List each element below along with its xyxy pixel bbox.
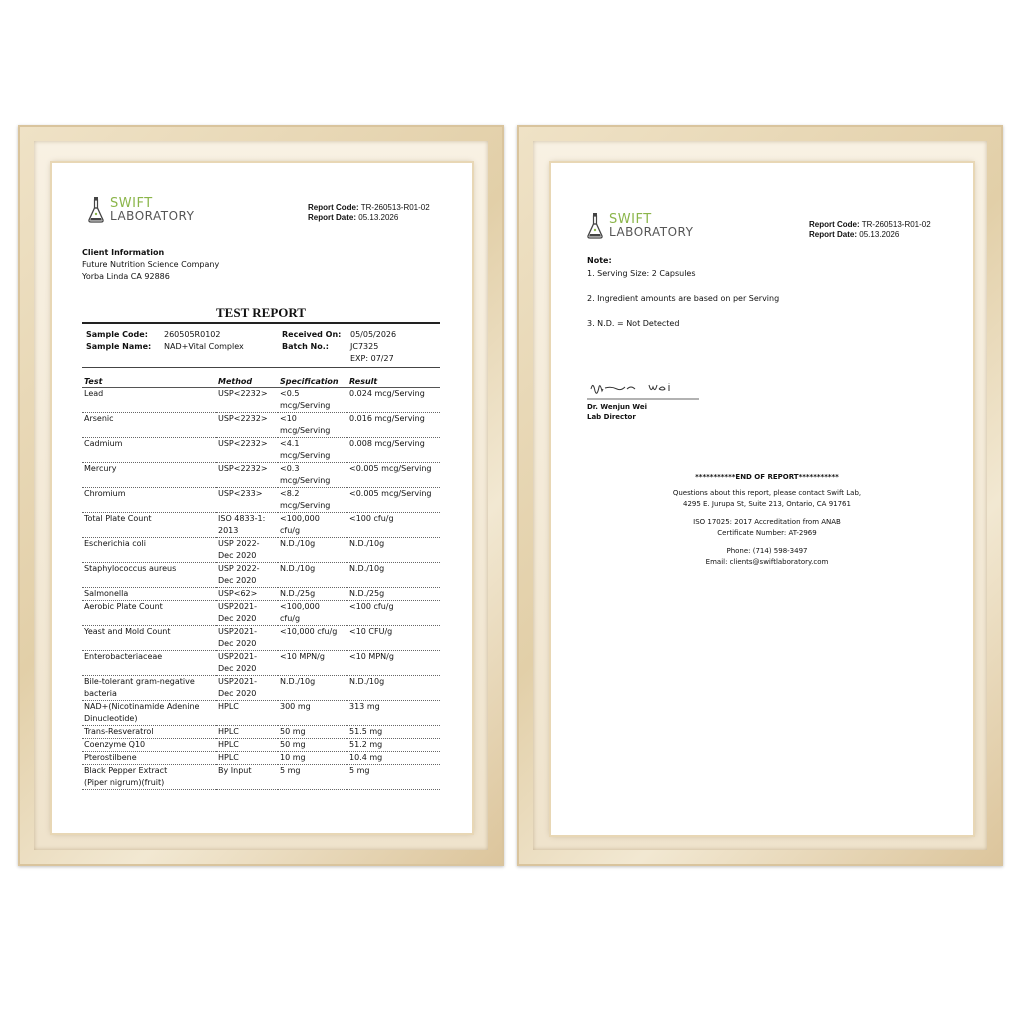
header-method: Method — [216, 375, 278, 388]
table-row — [82, 463, 440, 488]
client-heading: Client Information — [82, 248, 165, 257]
client-line2: Yorba Linda CA 92886 — [82, 272, 170, 281]
method-cell: HPLC — [216, 726, 278, 739]
result-cell: <100 cfu/g — [347, 601, 440, 626]
method-cell: USP<2232> — [216, 438, 278, 463]
test-cell: Arsenic — [82, 413, 216, 438]
method-cell: HPLC — [216, 752, 278, 765]
left-report-meta — [308, 203, 430, 223]
test-cell: Lead — [82, 388, 216, 413]
contact-line-2: 4295 E. Jurupa St, Suite 213, Ontario, CA 91761 — [683, 500, 851, 508]
right-logo — [587, 213, 693, 239]
specification-cell: 10 mg — [278, 752, 347, 765]
test-cell: Black Pepper Extract (Piper nigrum)(fruit) — [82, 765, 216, 790]
flask-icon — [88, 197, 104, 223]
received-date: 05/05/2026 — [350, 330, 397, 339]
table-header-row — [82, 375, 440, 388]
method-cell: USP 2022- Dec 2020 — [216, 538, 278, 563]
result-cell: <10 MPN/g — [347, 651, 440, 676]
note-item-1: 1. Serving Size: 2 Capsules — [587, 269, 696, 278]
result-cell: 0.024 mcg/Serving — [347, 388, 440, 413]
specification-cell: <0.3 mcg/Serving — [278, 463, 347, 488]
specification-cell: <100,000 cfu/g — [278, 601, 347, 626]
result-cell: 5 mg — [347, 765, 440, 790]
test-cell: Yeast and Mold Count — [82, 626, 216, 651]
test-cell: Staphylococcus aureus — [82, 563, 216, 588]
result-cell: 313 mg — [347, 701, 440, 726]
test-cell: Enterobacteriaceae — [82, 651, 216, 676]
title-rule — [82, 322, 440, 324]
method-cell: USP<2232> — [216, 463, 278, 488]
report-footer — [647, 472, 887, 568]
report-date-label: Report Date: — [308, 213, 357, 222]
result-cell: 51.2 mg — [347, 739, 440, 752]
table-row — [82, 765, 440, 790]
method-cell: USP 2022- Dec 2020 — [216, 563, 278, 588]
note-item-2: 2. Ingredient amounts are based on per Serving — [587, 294, 780, 303]
specification-cell: N.D./10g — [278, 676, 347, 701]
sample-code: 260505R0102 — [164, 330, 221, 339]
header-test: Test — [82, 375, 216, 388]
method-cell: USP2021- Dec 2020 — [216, 626, 278, 651]
specification-cell: <100,000 cfu/g — [278, 513, 347, 538]
signer-title: Lab Director — [587, 413, 636, 421]
note-heading: Note: — [587, 256, 612, 265]
test-cell: Pterostilbene — [82, 752, 216, 765]
sample-block — [86, 329, 440, 365]
method-cell: USP<2232> — [216, 388, 278, 413]
email-address: Email: clients@swiftlaboratory.com — [705, 558, 829, 566]
method-cell: USP<233> — [216, 488, 278, 513]
table-row — [82, 438, 440, 463]
test-cell: Chromium — [82, 488, 216, 513]
table-row — [82, 538, 440, 563]
test-cell: Total Plate Count — [82, 513, 216, 538]
contact-line-1: Questions about this report, please contact Swift Lab, — [672, 489, 862, 497]
sample-code-label: Sample Code: — [86, 330, 148, 339]
method-cell: USP<62> — [216, 588, 278, 601]
client-info — [82, 247, 219, 283]
signer-name: Dr. Wenjun Wei — [587, 403, 647, 411]
result-cell: N.D./10g — [347, 676, 440, 701]
expiration: EXP: 07/27 — [350, 354, 394, 363]
result-cell: <0.005 mcg/Serving — [347, 463, 440, 488]
left-logo — [88, 197, 194, 223]
specification-cell: 50 mg — [278, 726, 347, 739]
specification-cell: 300 mg — [278, 701, 347, 726]
method-cell: USP2021- Dec 2020 — [216, 676, 278, 701]
report-date: 05.13.2026 — [859, 230, 900, 239]
sample-name-label: Sample Name: — [86, 342, 152, 351]
phone-number: Phone: (714) 598-3497 — [726, 547, 808, 555]
right-document — [551, 163, 973, 835]
specification-cell: 50 mg — [278, 739, 347, 752]
specification-cell: N.D./10g — [278, 563, 347, 588]
sample-rule — [82, 367, 440, 368]
end-of-report: ***********END OF REPORT*********** — [695, 473, 839, 481]
method-cell: USP<2232> — [216, 413, 278, 438]
result-cell: N.D./10g — [347, 538, 440, 563]
report-code: TR-260513-R01-02 — [360, 203, 430, 212]
header-result: Result — [347, 375, 440, 388]
result-cell: N.D./10g — [347, 563, 440, 588]
test-cell: Escherichia coli — [82, 538, 216, 563]
method-cell: By Input — [216, 765, 278, 790]
specification-cell: <10,000 cfu/g — [278, 626, 347, 651]
certificate-number: Certificate Number: AT-2969 — [717, 529, 817, 537]
test-cell: NAD+(Nicotinamide Adenine Dinucleotide) — [82, 701, 216, 726]
method-cell: ISO 4833-1: 2013 — [216, 513, 278, 538]
right-frame — [517, 125, 1003, 866]
table-row — [82, 413, 440, 438]
client-line1: Future Nutrition Science Company — [82, 260, 220, 269]
specification-cell: <10 MPN/g — [278, 651, 347, 676]
specification-cell: <8.2 mcg/Serving — [278, 488, 347, 513]
note-item-3: 3. N.D. = Not Detected — [587, 319, 680, 328]
report-code-label: Report Code: — [308, 203, 359, 212]
report-code: TR-260513-R01-02 — [861, 220, 931, 229]
result-cell: 0.008 mcg/Serving — [347, 438, 440, 463]
logo-laboratory-text: LABORATORY — [110, 209, 195, 223]
result-cell: <0.005 mcg/Serving — [347, 488, 440, 513]
batch-number: JC7325 — [350, 342, 379, 351]
table-row — [82, 739, 440, 752]
table-row — [82, 676, 440, 701]
table-row — [82, 388, 440, 413]
method-cell: USP2021- Dec 2020 — [216, 601, 278, 626]
specification-cell: N.D./25g — [278, 588, 347, 601]
result-cell: <10 CFU/g — [347, 626, 440, 651]
test-cell: Coenzyme Q10 — [82, 739, 216, 752]
result-cell: 10.4 mg — [347, 752, 440, 765]
left-frame — [18, 125, 504, 866]
left-document — [52, 163, 472, 833]
specification-cell: <10 mcg/Serving — [278, 413, 347, 438]
specification-cell: N.D./10g — [278, 538, 347, 563]
report-code-label: Report Code: — [809, 220, 860, 229]
accreditation-line: ISO 17025: 2017 Accreditation from ANAB — [693, 518, 841, 526]
table-row — [82, 626, 440, 651]
test-cell: Salmonella — [82, 588, 216, 601]
specification-cell: 5 mg — [278, 765, 347, 790]
method-cell: USP2021- Dec 2020 — [216, 651, 278, 676]
results-body — [82, 388, 440, 790]
table-row — [82, 701, 440, 726]
results-table — [82, 375, 440, 790]
test-cell: Cadmium — [82, 438, 216, 463]
result-cell: 0.016 mcg/Serving — [347, 413, 440, 438]
table-row — [82, 651, 440, 676]
table-row — [82, 752, 440, 765]
table-row — [82, 563, 440, 588]
logo-swift-text: SWIFT — [609, 212, 652, 227]
table-row — [82, 513, 440, 538]
table-row — [82, 726, 440, 739]
table-row — [82, 601, 440, 626]
table-row — [82, 488, 440, 513]
page-title: TEST REPORT — [216, 305, 306, 320]
test-cell: Trans-Resveratrol — [82, 726, 216, 739]
method-cell: HPLC — [216, 739, 278, 752]
method-cell: HPLC — [216, 701, 278, 726]
flask-icon — [587, 213, 603, 239]
table-row — [82, 588, 440, 601]
logo-swift-text: SWIFT — [110, 196, 153, 211]
received-label: Received On: — [282, 330, 342, 339]
sample-name: NAD+Vital Complex — [164, 342, 244, 351]
report-date-label: Report Date: — [809, 230, 858, 239]
right-report-meta — [809, 220, 931, 240]
result-cell: N.D./25g — [347, 588, 440, 601]
header-specification: Specification — [278, 375, 347, 388]
test-cell: Aerobic Plate Count — [82, 601, 216, 626]
specification-cell: <0.5 mcg/Serving — [278, 388, 347, 413]
batch-label: Batch No.: — [282, 342, 329, 351]
signature-image — [587, 377, 699, 401]
specification-cell: <4.1 mcg/Serving — [278, 438, 347, 463]
result-cell: 51.5 mg — [347, 726, 440, 739]
result-cell: <100 cfu/g — [347, 513, 440, 538]
report-date: 05.13.2026 — [358, 213, 399, 222]
test-cell: Bile-tolerant gram-negative bacteria — [82, 676, 216, 701]
test-cell: Mercury — [82, 463, 216, 488]
logo-laboratory-text: LABORATORY — [609, 225, 694, 239]
